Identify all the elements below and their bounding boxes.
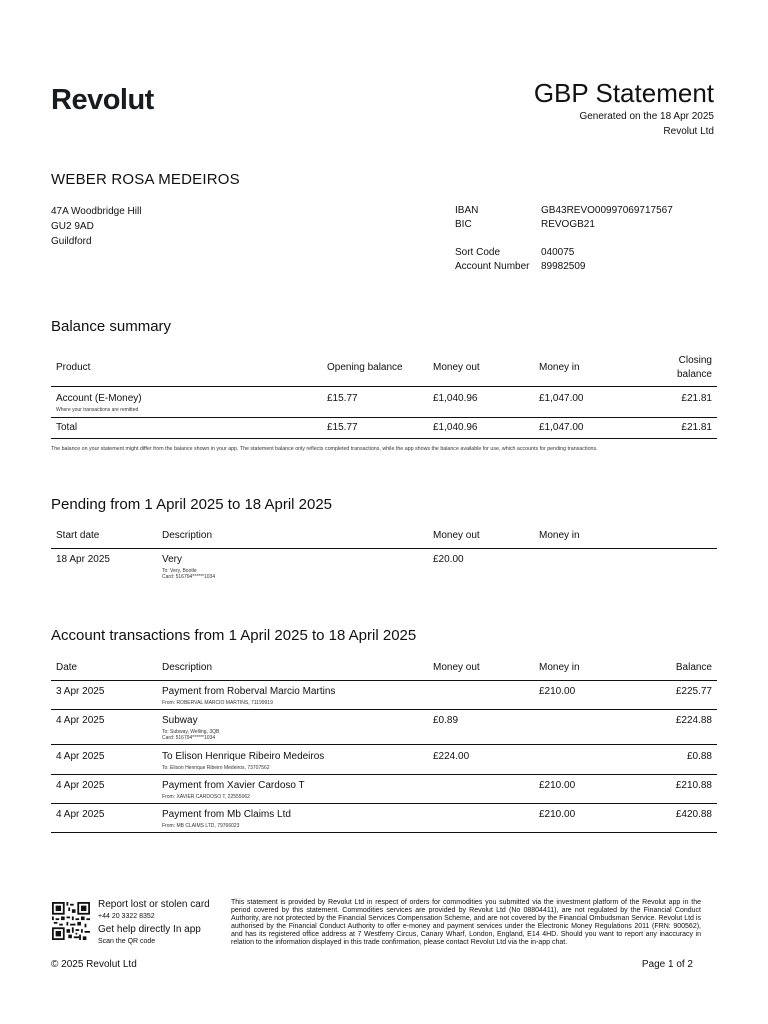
col-description: Description xyxy=(162,530,213,542)
tx-money-in: £210.00 xyxy=(539,685,576,697)
col-money-in: Money in xyxy=(539,662,580,674)
qr-code-icon[interactable] xyxy=(52,902,90,940)
tx-sub: From: XAVIER CARDOSO T, 22555062 xyxy=(162,793,250,800)
table-row xyxy=(51,709,717,744)
closing-balance: £21.81 xyxy=(681,392,712,404)
col-closing-balance: Closing balance xyxy=(676,354,712,380)
col-start-date: Start date xyxy=(56,530,100,542)
transactions-table xyxy=(51,656,717,833)
scan-qr-text: Scan the QR code xyxy=(98,938,156,945)
statement-title: GBP Statement xyxy=(533,78,714,108)
table-row xyxy=(51,386,717,417)
table-row xyxy=(51,680,717,709)
tx-date: 4 Apr 2025 xyxy=(56,750,105,762)
tx-balance: £224.88 xyxy=(675,714,712,726)
tx-date: 4 Apr 2025 xyxy=(56,714,105,726)
money-in xyxy=(534,548,717,584)
account-number-label: Account Number xyxy=(455,261,530,272)
tx-description: Subway xyxy=(162,714,198,726)
tx-money-in: £210.00 xyxy=(539,808,576,820)
money-out: £1,040.96 xyxy=(433,392,478,404)
money-in: £1,047.00 xyxy=(539,421,584,433)
tx-description: Payment from Roberval Marcio Martins xyxy=(162,685,336,697)
balance-note: The balance on your statement might differ from the balance shown in your app. The statement balance only reflects completed transactions, while the app shows the balance available for use, which accounts for pending transactions. xyxy=(51,446,598,452)
col-product: Product xyxy=(56,362,91,374)
tx-balance: £210.88 xyxy=(675,779,712,791)
holder-address xyxy=(51,204,141,249)
transactions-heading: Account transactions from 1 April 2025 to 18 April 2025 xyxy=(51,627,417,644)
col-money-in: Money in xyxy=(539,362,580,374)
tx-money-out xyxy=(428,774,534,803)
balance-summary-table xyxy=(51,350,717,439)
support-phone: +44 20 3322 8352 xyxy=(98,913,155,920)
iban-value: GB43REVO00997069717567 xyxy=(541,205,673,216)
product-name: Account (E-Money) xyxy=(56,392,142,404)
col-money-out: Money out xyxy=(433,362,480,374)
money-out: £20.00 xyxy=(433,553,464,565)
col-money-out: Money out xyxy=(433,662,480,674)
product-sub: Where your transactions are remitted xyxy=(56,406,139,413)
address-line: GU2 9AD xyxy=(51,221,94,232)
tx-money-in xyxy=(534,744,640,774)
address-line: Guildford xyxy=(51,236,92,247)
copyright: © 2025 Revolut Ltd xyxy=(51,959,137,970)
table-row xyxy=(51,744,717,774)
tx-money-in xyxy=(534,709,640,744)
address-line: 47A Woodbridge Hill xyxy=(51,206,142,217)
opening-balance: £15.77 xyxy=(327,421,358,433)
legal-disclaimer: This statement is provided by Revolut Ltd in respect of orders for commodities you submitted via the investment platform of the Revolut app in the period covered by this statement. Commodities services are provided by Revolut Ltd (No 08804411), are not regulated by the Financial Conduct Authority, are not protected by the Financial Services Compensation Scheme, and are not covered by the Financial Ombudsman Service. Revolut Ltd is authorised by the Financial Conduct Authority to offer e-money and payment services under the Electronic Money Regulations 2011 (FRN: 900562), and has its registered office address at 7 Westferry Circus, Canary Wharf, London, England, E14 4HD. Should you want to report any inaccuracy in relation to the information displayed in this trade confirmation, please contact Revolut Ltd via the in-app chat. xyxy=(231,899,701,946)
table-row xyxy=(51,548,717,584)
account-holder-name: WEBER ROSA MEDEIROS xyxy=(51,171,240,188)
account-number-value: 89982509 xyxy=(541,261,586,272)
iban-label: IBAN xyxy=(455,205,479,216)
report-lost-card: Report lost or stolen card xyxy=(98,899,210,910)
description-sub: To: Very, Bootle xyxy=(162,567,197,574)
page-number: Page 1 of 2 xyxy=(641,959,693,970)
tx-sub: From: ROBERVAL MARCIO MARTINS, 71199919 xyxy=(162,699,273,706)
col-balance: Balance xyxy=(675,662,712,674)
tx-balance: £0.88 xyxy=(686,750,712,762)
table-header-row xyxy=(51,524,717,548)
table-header-row xyxy=(51,656,717,680)
money-in: £1,047.00 xyxy=(539,392,584,404)
col-opening-balance: Opening balance xyxy=(327,362,403,374)
table-row xyxy=(51,774,717,803)
description: Very xyxy=(162,553,183,565)
col-money-in: Money in xyxy=(539,530,580,542)
tx-description: Payment from Mb Claims Ltd xyxy=(162,808,291,820)
table-row xyxy=(51,803,717,832)
start-date: 18 Apr 2025 xyxy=(56,553,110,565)
tx-date: 3 Apr 2025 xyxy=(56,685,105,697)
opening-balance: £15.77 xyxy=(327,392,358,404)
closing-balance: £21.81 xyxy=(681,421,712,433)
tx-date: 4 Apr 2025 xyxy=(56,779,105,791)
table-row xyxy=(51,417,717,438)
get-help-text: Get help directly In app xyxy=(98,924,201,935)
pending-table xyxy=(51,524,717,584)
card-sub: Card: 516794******1034 xyxy=(162,573,216,580)
tx-sub: To: Elison Henrique Ribeiro Medeiros, 73707562 xyxy=(162,764,270,771)
sort-code-value: 040075 xyxy=(541,247,575,258)
tx-card-sub: Card: 516794******1034 xyxy=(162,734,216,741)
product-name: Total xyxy=(56,421,78,433)
tx-balance: £225.77 xyxy=(675,685,712,697)
company-name: Revolut Ltd xyxy=(663,126,714,137)
col-description: Description xyxy=(162,662,213,674)
sort-code-label: Sort Code xyxy=(455,247,501,258)
tx-description: To Elison Henrique Ribeiro Medeiros xyxy=(162,750,325,762)
generated-info xyxy=(579,109,714,139)
tx-money-in: £210.00 xyxy=(539,779,576,791)
help-section xyxy=(98,899,210,948)
revolut-logo: Revolut xyxy=(51,84,154,116)
col-date: Date xyxy=(56,662,78,674)
tx-money-out: £0.89 xyxy=(433,714,459,726)
tx-money-out xyxy=(428,803,534,832)
tx-sub: To: Subway, Welling, 3QB xyxy=(162,728,220,735)
table-header-row xyxy=(51,350,717,386)
tx-sub: From: MB CLAIMS LTD, 79766023 xyxy=(162,822,240,829)
pending-heading: Pending from 1 April 2025 to 18 April 2025 xyxy=(51,496,333,513)
tx-money-out: £224.00 xyxy=(433,750,470,762)
tx-description: Payment from Xavier Cardoso T xyxy=(162,779,305,791)
bic-value: REVOGB21 xyxy=(541,219,595,230)
money-out: £1,040.96 xyxy=(433,421,478,433)
bank-details xyxy=(455,205,673,275)
tx-date: 4 Apr 2025 xyxy=(56,808,105,820)
bic-label: BIC xyxy=(455,219,472,230)
tx-balance: £420.88 xyxy=(675,808,712,820)
balance-summary-heading: Balance summary xyxy=(51,318,172,335)
generated-date: Generated on the 18 Apr 2025 xyxy=(579,111,714,122)
tx-money-out xyxy=(428,680,534,709)
col-money-out: Money out xyxy=(433,530,480,542)
